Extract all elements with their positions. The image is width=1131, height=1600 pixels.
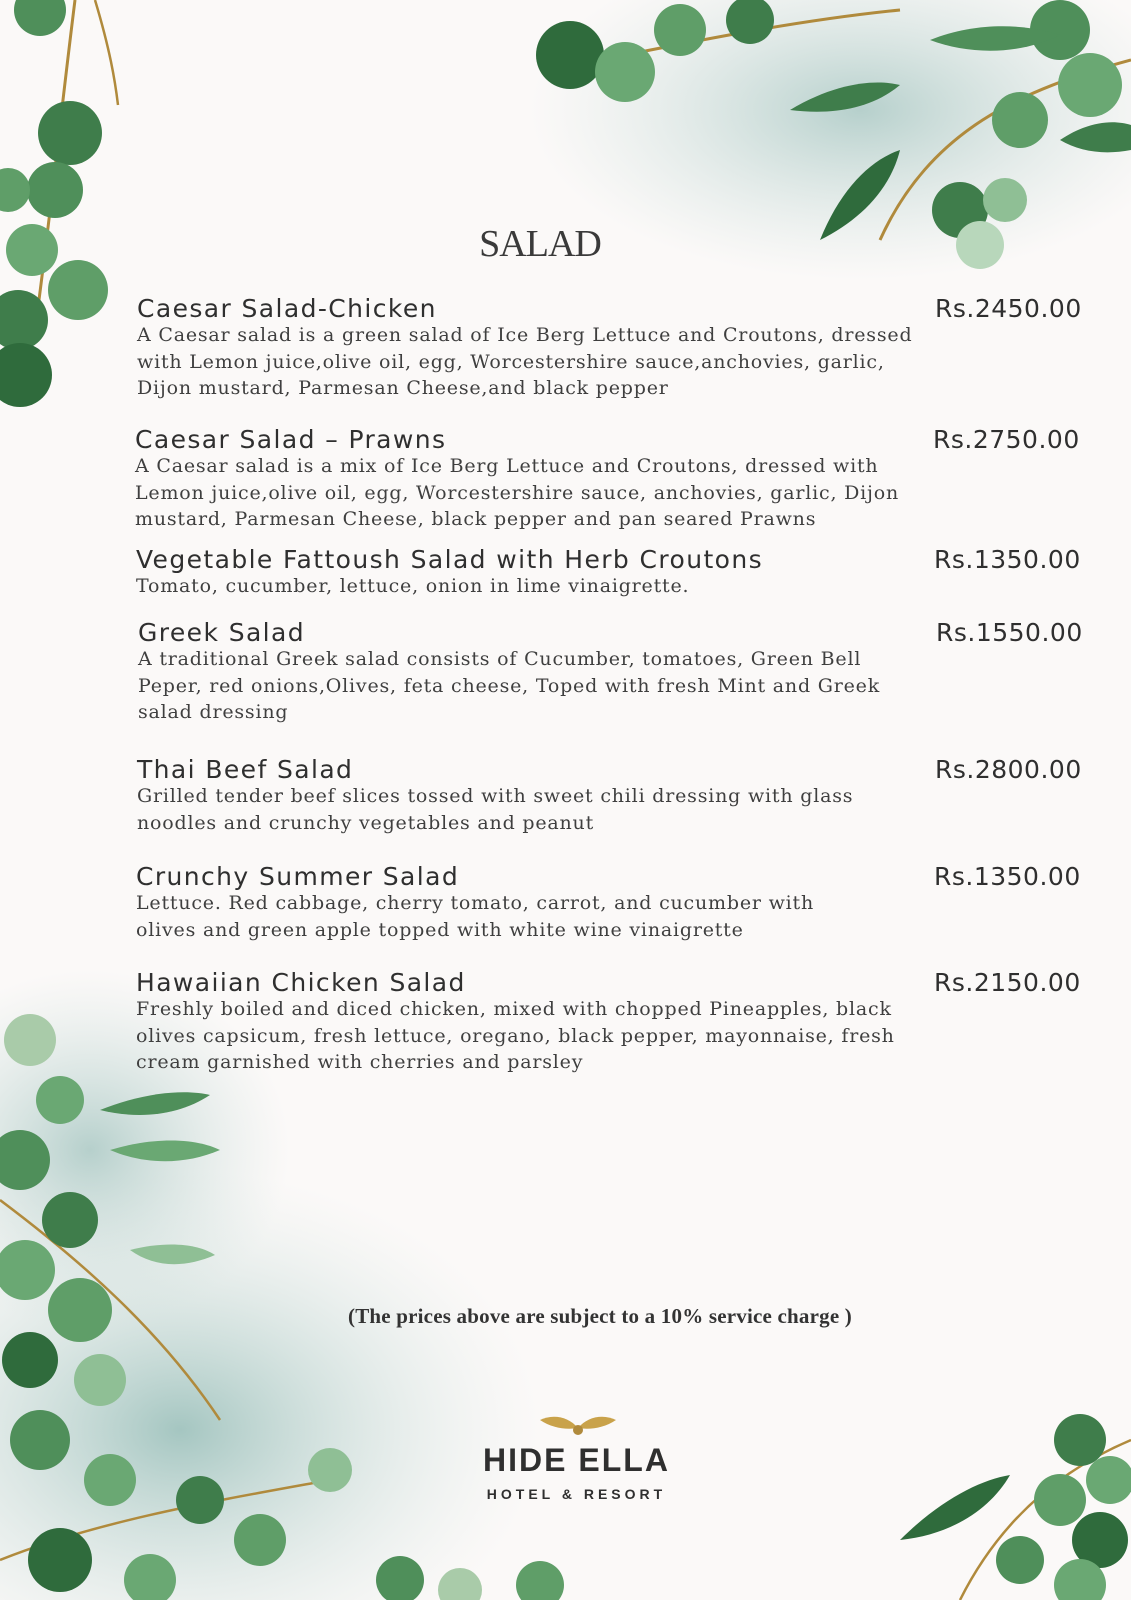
menu-item-description: Freshly boiled and diced chicken, mixed with chopped Pineapples, black olives capsicum, fresh lettuce, oregano, black pepper, mayonnaise, fresh cream garnished with cherries and parsley: [136, 998, 895, 1073]
menu-item-price: Rs.1550.00: [936, 618, 1083, 647]
top-left-vine: [0, 0, 118, 407]
menu-item-price: Rs.2150.00: [934, 968, 1081, 997]
menu-item: [137, 755, 1087, 836]
menu-item-name: Thai Beef Salad: [137, 755, 354, 784]
menu-item: [136, 545, 1086, 600]
menu-item: [137, 294, 1087, 402]
menu-item: [136, 862, 1086, 943]
menu-item-price: Rs.2750.00: [933, 425, 1080, 454]
menu-item-description: A traditional Greek salad consists of Cucumber, tomatoes, Green Bell Peper, red onions,Olives, feta cheese, Toped with fresh Mint and Greek salad dressing: [138, 648, 881, 723]
menu-item-description: A Caesar salad is a green salad of Ice Berg Lettuce and Croutons, dressed with Lemon juice,olive oil, egg, Worcestershire sauce,anchovies, garlic, Dijon mustard, Parmesan Cheese,and black pepper: [137, 324, 913, 399]
brand-tagline: HOTEL & RESORT: [486, 1486, 667, 1502]
menu-item-name: Crunchy Summer Salad: [136, 862, 460, 891]
menu-item-price: Rs.2450.00: [935, 294, 1082, 323]
menu-section-title: SALAD: [479, 223, 601, 265]
menu-item: [135, 425, 1085, 533]
menu-item: [136, 968, 1086, 1076]
menu-item-name: Caesar Salad – Prawns: [135, 425, 447, 454]
menu-item-price: Rs.1350.00: [934, 862, 1081, 891]
menu-item-description: Lettuce. Red cabbage, cherry tomato, carrot, and cucumber with olives and green apple topped with white wine vinaigrette: [136, 892, 814, 941]
menu-item-price: Rs.1350.00: [934, 545, 1081, 574]
menu-item-description: Grilled tender beef slices tossed with sweet chili dressing with glass noodles and crunchy vegetables and peanut: [137, 785, 854, 834]
menu-item-name: Hawaiian Chicken Salad: [136, 968, 466, 997]
golden-leaf-icon: [538, 1410, 618, 1438]
brand-name: HIDE ELLA: [483, 1442, 670, 1478]
menu-item-name: Vegetable Fattoush Salad with Herb Croutons: [136, 545, 764, 574]
menu-item-price: Rs.2800.00: [935, 755, 1082, 784]
menu-item-description: A Caesar salad is a mix of Ice Berg Lettuce and Croutons, dressed with Lemon juice,olive oil, egg, Worcestershire sauce, anchovies, garlic, Dijon mustard, Parmesan Cheese, black pepper and pan seared Prawns: [135, 455, 900, 530]
menu-item-name: Caesar Salad-Chicken: [137, 294, 437, 323]
menu-item-description: Tomato, cucumber, lettuce, onion in lime vinaigrette.: [136, 575, 690, 597]
service-charge-note: (The prices above are subject to a 10% service charge ): [348, 1304, 852, 1328]
menu-item-name: Greek Salad: [138, 618, 306, 647]
menu-item: [138, 618, 1088, 726]
